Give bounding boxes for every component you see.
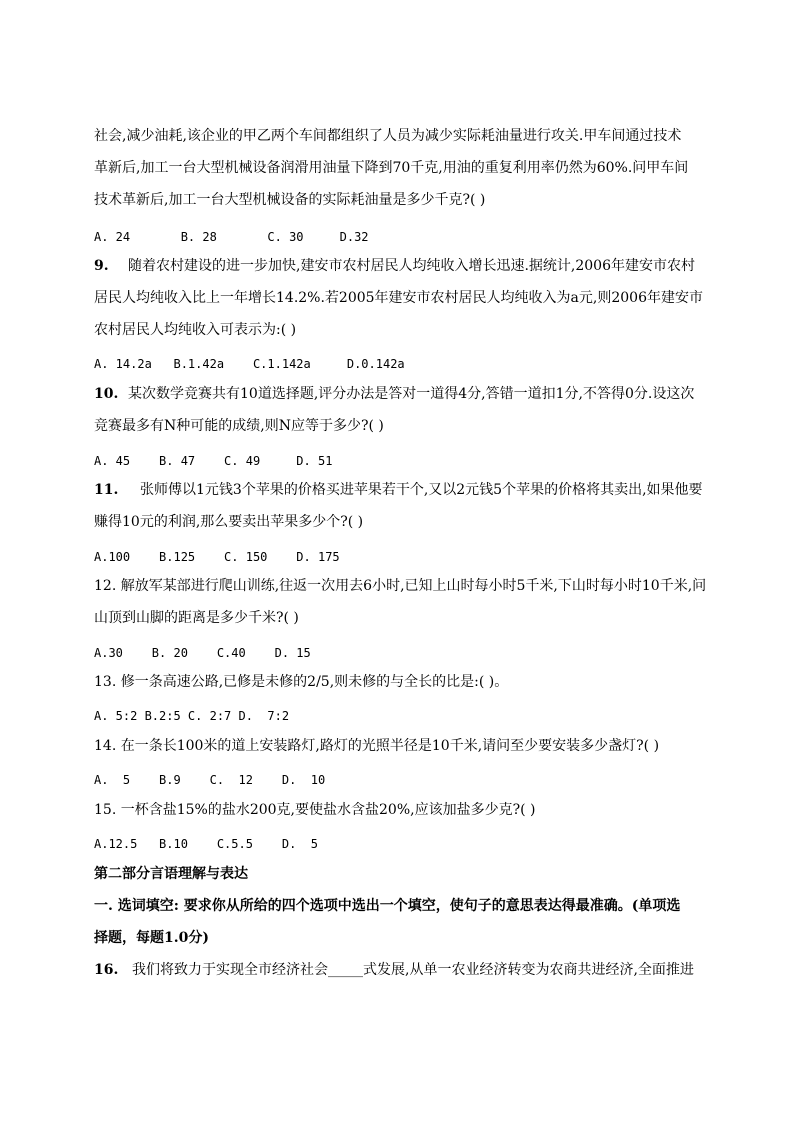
q9-line-2: 居民人均纯收入比上一年增长14.2%.若2005年建安市农村居民人均纯收入为a元,则2006年建安市 bbox=[94, 290, 703, 306]
q16-number: 16. bbox=[94, 962, 119, 978]
q8-line-3: 技术革新后,加工一台大型机械设备的实际耗油量是多少千克?( ) bbox=[94, 192, 486, 208]
q8-line-2: 革新后,加工一台大型机械设备润滑用油量下降到70千克,用油的重复利用率仍然为60%.问甲车间 bbox=[94, 160, 689, 176]
q13-line-1: 13. 修一条高速公路,已修是未修的2/5,则未修的与全长的比是:( )。 bbox=[94, 674, 509, 690]
section-instruction-line-2: 择题，每题1.0分) bbox=[94, 930, 209, 946]
q12-options: A.30 B. 20 C.40 D. 15 bbox=[94, 646, 311, 660]
q15-line-1: 15. 一杯含盐15%的盐水200克,要使盐水含盐20%,应该加盐多少克?( ) bbox=[94, 802, 536, 818]
q15-options: A.12.5 B.10 C.5.5 D. 5 bbox=[94, 837, 318, 851]
q9-options: A. 14.2a B.1.42a C.1.142a D.0.142a bbox=[94, 357, 405, 371]
q11-line-1: 张师傅以1元钱3个苹果的价格买进苹果若干个,又以2元钱5个苹果的价格将其卖出,如果他要 bbox=[140, 482, 703, 498]
q9-line-1: 随着农村建设的进一步加快,建安市农村居民人均纯收入增长迅速.据统计,2006年建安市农村 bbox=[128, 258, 695, 274]
q11-number: 11. bbox=[94, 482, 119, 498]
q10-line-1: 某次数学竞赛共有10道选择题,评分办法是答对一道得4分,答错一道扣1分,不答得0分.设这次 bbox=[128, 386, 695, 402]
q13-options: A. 5:2 B.2:5 C. 2:7 D. 7:2 bbox=[94, 709, 290, 723]
q10-options: A. 45 B. 47 C. 49 D. 51 bbox=[94, 454, 333, 468]
q8-line-1: 社会,减少油耗,该企业的甲乙两个车间都组织了人员为减少实际耗油量进行攻关.甲车间通过技术 bbox=[94, 128, 682, 144]
q11-options: A.100 B.125 C. 150 D. 175 bbox=[94, 550, 340, 564]
section-instruction-line-1: 一. 选词填空: 要求你从所给的四个选项中选出一个填空，使句子的意思表达得最准确。(单项选 bbox=[94, 898, 681, 914]
q12-line-1: 12. 解放军某部进行爬山训练,往返一次用去6小时,已知上山时每小时5千米,下山时每小时10千米,问 bbox=[94, 578, 707, 594]
q14-options: A. 5 B.9 C. 12 D. 10 bbox=[94, 773, 326, 787]
q8-options: A. 24 B. 28 C. 30 D.32 bbox=[94, 230, 369, 244]
section-title: 第二部分言语理解与表达 bbox=[94, 866, 248, 882]
q14-line-1: 14. 在一条长100米的道上安装路灯,路灯的光照半径是10千米,请问至少要安装多少盏灯?( ) bbox=[94, 738, 660, 754]
q16-line-1: 我们将致力于实现全市经济社会_____式发展,从单一农业经济转变为农商共进经济,全面推进 bbox=[132, 962, 694, 978]
q9-line-3: 农村居民人均纯收入可表示为:( ) bbox=[94, 322, 297, 338]
q12-line-2: 山顶到山脚的距离是多少千米?( ) bbox=[94, 610, 299, 626]
q10-number: 10. bbox=[94, 386, 119, 402]
q9-number: 9. bbox=[94, 258, 109, 274]
q11-line-2: 赚得10元的利润,那么要卖出苹果多少个?( ) bbox=[94, 514, 364, 530]
q10-line-2: 竞赛最多有N种可能的成绩,则N应等于多少?( ) bbox=[94, 418, 384, 434]
